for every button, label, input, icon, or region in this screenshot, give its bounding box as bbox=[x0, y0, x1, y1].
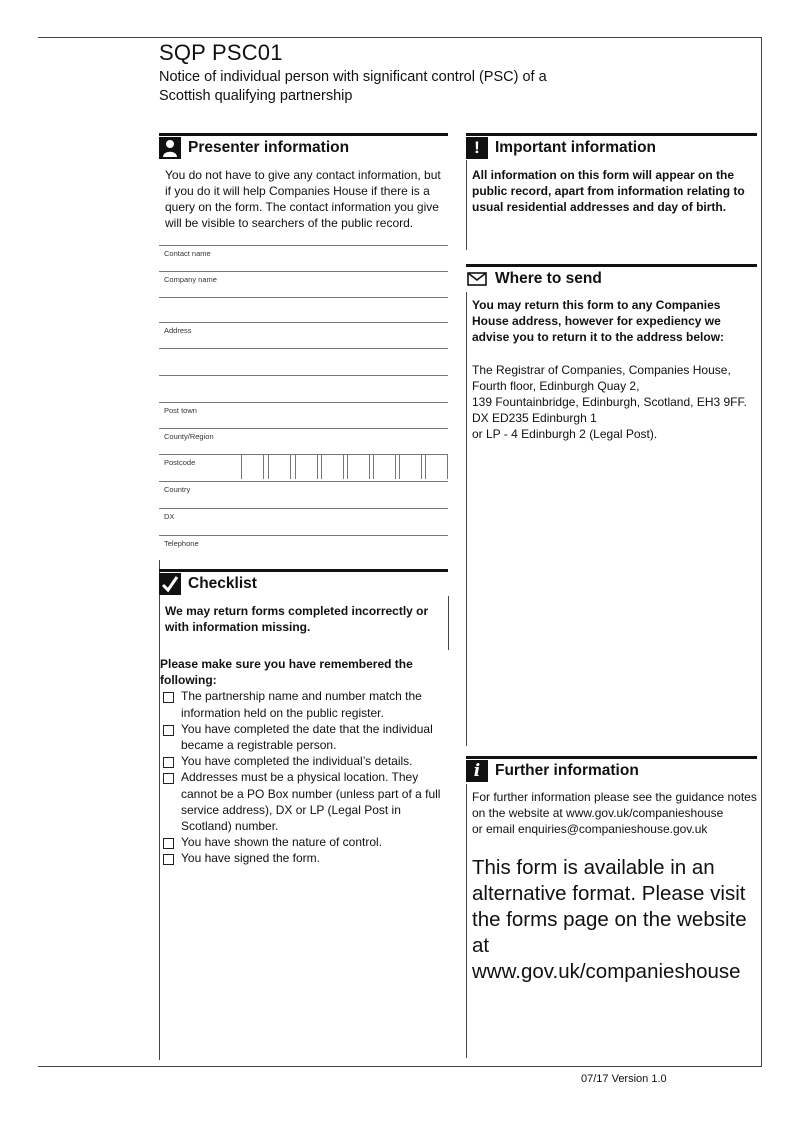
postcode-box[interactable] bbox=[241, 455, 264, 479]
address-line: or LP - 4 Edinburgh 2 (Legal Post). bbox=[472, 427, 658, 441]
version-label: 07/17 Version 1.0 bbox=[581, 1073, 667, 1085]
further-side-rule bbox=[466, 784, 467, 1058]
info-icon: i bbox=[466, 760, 488, 782]
send-address bbox=[472, 362, 760, 442]
company-name-field[interactable] bbox=[159, 271, 448, 296]
checklist-item-text: You have completed the individual’s details. bbox=[181, 754, 413, 769]
presenter-section-header bbox=[159, 133, 448, 160]
address-line: 139 Fountainbridge, Edinburgh, Scotland, EH3 9FF. bbox=[472, 395, 747, 409]
postcode-label: Postcode bbox=[164, 458, 196, 467]
important-section-header bbox=[466, 133, 757, 160]
address-line: DX ED235 Edinburgh 1 bbox=[472, 411, 597, 425]
checkbox[interactable] bbox=[163, 725, 174, 736]
county-region-field[interactable] bbox=[159, 428, 448, 453]
checklist-item bbox=[160, 769, 450, 834]
contact-name-field[interactable] bbox=[159, 245, 448, 270]
checkbox[interactable] bbox=[163, 692, 174, 703]
address-field-line2[interactable] bbox=[159, 348, 448, 373]
checklist-intro-side-rule bbox=[448, 596, 449, 650]
send-text: You may return this form to any Companies House address, however for expediency we advise you to return it to the address below: bbox=[472, 298, 725, 344]
exclamation-icon: ! bbox=[466, 137, 488, 159]
postcode-box[interactable] bbox=[295, 455, 318, 479]
county-region-label: County/Region bbox=[164, 432, 214, 441]
address-label: Address bbox=[164, 326, 192, 335]
important-text: All information on this form will appear on the public record, apart from information relating to usual residential addresses and day of birth. bbox=[472, 168, 745, 214]
checklist-item-text: You have completed the date that the individual became a registrable person. bbox=[181, 721, 433, 753]
send-title: Where to send bbox=[495, 270, 602, 287]
envelope-icon bbox=[466, 268, 488, 290]
postcode-field[interactable] bbox=[159, 454, 448, 479]
checklist-item-text: The partnership name and number match the information held on the public register. bbox=[181, 689, 422, 720]
dx-field[interactable] bbox=[159, 508, 448, 533]
checklist-section-header bbox=[159, 569, 448, 596]
postcode-box[interactable] bbox=[425, 455, 448, 479]
postcode-box[interactable] bbox=[268, 455, 291, 479]
checklist-item bbox=[160, 721, 450, 753]
checklist-item-text: Addresses must be a physical location. They cannot be a PO Box number (unless part of a full service address), DX or LP (Legal Post in Scotland) number. bbox=[181, 770, 441, 834]
checklist-item bbox=[160, 753, 450, 769]
checklist-items bbox=[160, 656, 450, 867]
postcode-box[interactable] bbox=[347, 455, 370, 479]
further-section-header bbox=[466, 756, 757, 783]
checkbox[interactable] bbox=[163, 854, 174, 865]
checklist-item bbox=[160, 834, 450, 850]
person-icon bbox=[159, 137, 181, 159]
country-field[interactable] bbox=[159, 481, 448, 506]
address-line: The Registrar of Companies, Companies House, bbox=[472, 363, 731, 377]
checklist-item-text: You have signed the form. bbox=[181, 851, 320, 866]
form-code: SQP PSC01 bbox=[159, 40, 283, 65]
alternative-format-note: This form is available in an alternative format. Please visit the forms page on the website at www.gov.uk/companieshouse bbox=[472, 856, 747, 983]
important-title: Important information bbox=[495, 139, 657, 156]
address-field-line3[interactable] bbox=[159, 375, 448, 400]
checklist-reminder: Please make sure you have remembered the following: bbox=[160, 657, 413, 688]
checkbox[interactable] bbox=[163, 838, 174, 849]
telephone-field[interactable] bbox=[159, 535, 448, 560]
checklist-item bbox=[160, 688, 450, 720]
form-title: Notice of individual person with significant control (PSC) of a Scottish qualifying partnership bbox=[159, 69, 547, 104]
checkmark-icon bbox=[159, 573, 181, 595]
presenter-intro: You do not have to give any contact information, but if you do it will help Companies House if there is a query on the form. The contact information you give will be visible to searchers of the public record. bbox=[165, 168, 441, 230]
company-name-label: Company name bbox=[164, 275, 217, 284]
further-line: or email enquiries@companieshouse.gov.uk bbox=[472, 822, 708, 836]
checklist-title: Checklist bbox=[188, 575, 257, 592]
further-title: Further information bbox=[495, 762, 639, 779]
further-line: on the website at www.gov.uk/companieshouse bbox=[472, 806, 724, 820]
important-side-rule bbox=[466, 160, 467, 250]
checkbox[interactable] bbox=[163, 773, 174, 784]
checklist-item bbox=[160, 850, 450, 866]
further-line: For further information please see the guidance notes bbox=[472, 790, 757, 804]
address-field[interactable] bbox=[159, 322, 448, 347]
presenter-title: Presenter information bbox=[188, 139, 350, 156]
postcode-box[interactable] bbox=[399, 455, 422, 479]
send-section-header bbox=[466, 264, 757, 291]
company-name-field-line2[interactable] bbox=[159, 297, 448, 322]
further-text bbox=[472, 789, 760, 837]
checkbox[interactable] bbox=[163, 757, 174, 768]
post-town-field[interactable] bbox=[159, 402, 448, 427]
top-rule bbox=[38, 37, 762, 38]
post-town-label: Post town bbox=[164, 406, 197, 415]
telephone-label: Telephone bbox=[164, 539, 199, 548]
country-label: Country bbox=[164, 485, 191, 494]
postcode-box[interactable] bbox=[373, 455, 396, 479]
checklist-intro: We may return forms completed incorrectly or with information missing. bbox=[165, 604, 429, 634]
send-side-rule bbox=[466, 292, 467, 746]
postcode-box[interactable] bbox=[321, 455, 344, 479]
checklist-item-text: You have shown the nature of control. bbox=[181, 835, 383, 850]
dx-label: DX bbox=[164, 512, 175, 521]
bottom-rule bbox=[38, 1066, 762, 1067]
address-line: Fourth floor, Edinburgh Quay 2, bbox=[472, 379, 640, 393]
contact-name-label: Contact name bbox=[164, 249, 211, 258]
